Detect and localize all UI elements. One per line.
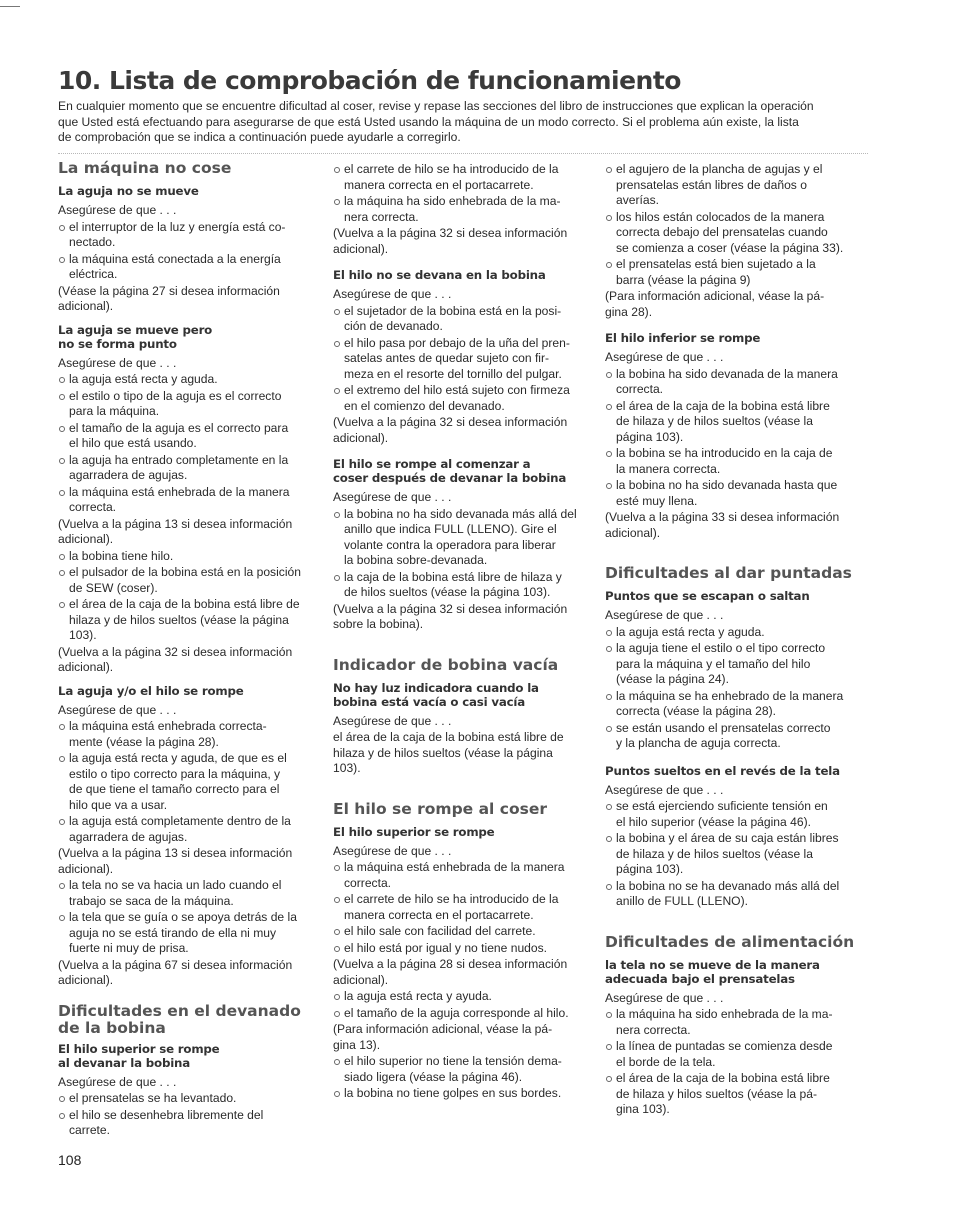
list-item: el tamaño de la aguja es el correcto para el hilo que está usando. (58, 421, 318, 452)
subsection-title: El hilo se rompe al comenzar a coser después de devanar la bobina (333, 457, 567, 485)
list-item: la aguja tiene el estilo o el tipo correcto para la máquina y el tamaño del hilo (véase la página 24). (605, 641, 863, 688)
note: (Vuelva a la página 32 si desea información adicional). (58, 644, 293, 674)
note: (Vuelva a la página 13 si desea información adicional). (58, 516, 293, 546)
note: (Para información adicional, véase la pá- gina 28). (605, 289, 825, 319)
note: (Vuelva a la página 33 si desea información adicional). (605, 510, 840, 540)
list-item: el área de la caja de la bobina está libre de hilaza y de hilos sueltos (véase la página 103). (333, 730, 564, 775)
note: (Vuelva a la página 32 si desea información adicional). (333, 415, 568, 445)
list-item: la aguja está recta y ayuda. (333, 989, 591, 1005)
list-item: la bobina se ha introducido en la caja de la manera correcta. (605, 446, 863, 477)
column-3 (605, 160, 863, 1118)
list-item: la bobina no ha sido devanada hasta que esté muy llena. (605, 478, 863, 509)
list-item: la máquina se ha enhebrado de la manera correcta (véase la página 28). (605, 689, 863, 720)
list-item: el hilo superior no tiene la tensión dema- siado ligera (véase la página 46). (333, 1054, 591, 1085)
list-item: la línea de puntadas se comienza desde el borde de la tela. (605, 1039, 863, 1070)
list-item: se están usando el prensatelas correcto y la plancha de aguja correcta. (605, 721, 863, 752)
list-item: el área de la caja de la bobina está libre de hilaza y hilos sueltos (véase la pá- gina 103). (605, 1071, 863, 1118)
subsection-title: El hilo superior se rompe al devanar la bobina (58, 1041, 220, 1070)
list-item: el prensatelas está bien sujetado a la barra (véase la página 9) (605, 257, 863, 288)
page-title: 10. Lista de comprobación de funcionamiento (58, 66, 681, 95)
note: (Véase la página 27 si desea información adicional). (58, 283, 280, 313)
section-title: Dificultades en el devanado de la bobina (58, 1001, 301, 1037)
note: (Vuelva a la página 67 si desea información adicional). (58, 957, 293, 987)
list-item: el hilo sale con facilidad del carrete. (333, 924, 591, 940)
subsection-title: El hilo superior se rompe (333, 824, 495, 839)
intro-paragraph: En cualquier momento que se encuentre dificultad al coser, revise y repase las secciones del libro de instrucciones que explican la operación que Usted está efectuando para asegurarse de que está Usted usando la máquina de un modo correcto. Si el problema aún existe, la lista de comprobación que se indica a continuación puede ayudarle a corregirlo. (58, 99, 814, 145)
section-title: Indicador de bobina vacía (333, 655, 559, 674)
list-item: el extremo del hilo está sujeto con firmeza en el comienzo del devanado. (333, 383, 591, 414)
corner-mark (0, 6, 20, 7)
column-1 (58, 160, 318, 1139)
subsection-title: La aguja no se mueve (58, 184, 199, 198)
list-item: la aguja ha entrado completamente en la agarradera de agujas. (58, 453, 318, 484)
note: (Vuelva a la página 28 si desea información adicional). (333, 957, 568, 987)
list-item: la aguja está completamente dentro de la agarradera de agujas. (58, 814, 318, 845)
note: (Vuelva a la página 13 si desea información adicional). (58, 846, 293, 876)
note: (Vuelva a la página 32 si desea información sobre la bobina). (333, 601, 568, 631)
list-item: la bobina tiene hilo. (58, 549, 318, 565)
list-item: el sujetador de la bobina está en la posi- ción de devanado. (333, 304, 591, 335)
list-item: la bobina ha sido devanada de la manera correcta. (605, 367, 863, 398)
page-number: 108 (58, 1152, 82, 1168)
note: (Para información adicional, véase la pá- gina 13). (333, 1022, 553, 1052)
list-item: el hilo pasa por debajo de la uña del pren- satelas antes de quedar sujeto con fir- meza en el resorte del tornillo del pulgar. (333, 336, 591, 383)
list-item: el hilo se desenhebra libremente del carrete. (58, 1108, 318, 1139)
intro-line: Asegúrese de que . . . (605, 782, 724, 797)
list-item: la tela que se guía o se apoya detrás de la aguja no se está tirando de ella ni muy fuerte ni muy de prisa. (58, 910, 318, 957)
list-item: el carrete de hilo se ha introducido de la manera correcta en el portacarrete. (333, 892, 591, 923)
intro-line: Asegúrese de que . . . (605, 990, 724, 1005)
list-item: la bobina no ha sido devanada más allá del anillo que indica FULL (LLENO). Gire el volante contra la operadora para liberar la bobina sobre-devanada. (333, 507, 591, 569)
intro-line: Asegúrese de que . . . (58, 702, 177, 717)
section-title: La máquina no cose (58, 159, 232, 177)
list-item: la bobina no se ha devanado más allá del anillo de FULL (LLENO). (605, 879, 863, 910)
subsection-title: La aguja se mueve pero no se forma punto (58, 322, 213, 351)
subsection-title: la tela no se mueve de la manera adecuada bajo el prensatelas (605, 957, 820, 986)
list-item: la bobina no tiene golpes en sus bordes. (333, 1086, 591, 1102)
intro-line: Asegúrese de que . . . (58, 355, 177, 370)
list-item: el área de la caja de la bobina está libre de hilaza y de hilos sueltos (véase la página 103). (605, 399, 863, 446)
intro-line: Asegúrese de que . . . (58, 203, 177, 217)
list-item: la máquina está enhebrada de la manera correcta. (333, 860, 591, 891)
list-item: se está ejerciendo suficiente tensión en el hilo superior (véase la página 46). (605, 799, 863, 830)
intro-line: Asegúrese de que . . . (605, 608, 724, 622)
list-item: el tamaño de la aguja corresponde al hilo. (333, 1006, 591, 1022)
list-item: la aguja está recta y aguda, de que es el estilo o tipo correcto para la máquina, y de que tiene el tamaño correcto para el hilo que va a usar. (58, 751, 318, 813)
subsection-title: El hilo inferior se rompe (605, 331, 761, 345)
note: (Vuelva a la página 32 si desea información adicional). (333, 226, 568, 256)
subsection-title: Puntos que se escapan o saltan (605, 589, 810, 603)
section-title: El hilo se rompe al coser (333, 799, 547, 818)
intro-line: Asegúrese de que . . . (333, 843, 452, 858)
list-item: los hilos están colocados de la manera correcta debajo del prensatelas cuando se comienza a coser (véase la página 33). (605, 210, 863, 257)
list-item: la máquina ha sido enhebrada de la ma- nera correcta. (605, 1007, 863, 1038)
list-item: la aguja está recta y aguda. (58, 372, 318, 388)
intro-line: Asegúrese de que . . . (58, 1074, 177, 1089)
list-item: el pulsador de la bobina está en la posición de SEW (coser). (58, 565, 318, 596)
list-item: la tela no se va hacia un lado cuando el trabajo se saca de la máquina. (58, 878, 318, 909)
list-item: el estilo o tipo de la aguja es el correcto para la máquina. (58, 389, 318, 420)
list-item: el hilo está por igual y no tiene nudos. (333, 941, 591, 957)
list-item: la bobina y el área de su caja están libres de hilaza y de hilos sueltos (véase la página 103). (605, 831, 863, 878)
list-item: la caja de la bobina está libre de hilaza y de hilos sueltos (véase la página 103). (333, 570, 591, 601)
intro-line: Asegúrese de que . . . (333, 490, 452, 504)
column-2 (333, 160, 591, 1102)
subsection-title: Puntos sueltos en el revés de la tela (605, 763, 840, 778)
list-item: el interruptor de la luz y energía está co- nectado. (58, 220, 318, 251)
section-la-maquina-no-cose (58, 160, 318, 177)
intro-line: Asegúrese de que . . . (333, 713, 452, 728)
list-item: la aguja está recta y aguda. (605, 625, 863, 641)
subsection-title: La aguja y/o el hilo se rompe (58, 683, 244, 698)
list-item: la máquina ha sido enhebrada de la ma- nera correcta. (333, 194, 591, 225)
list-item: el agujero de la plancha de agujas y el prensatelas están libres de daños o averías. (605, 162, 863, 209)
header-divider (58, 153, 868, 154)
list-item: la máquina está enhebrada correcta- mente (véase la página 28). (58, 719, 318, 750)
list-item: la máquina está conectada a la energía eléctrica. (58, 252, 318, 283)
list-item: el carrete de hilo se ha introducido de la manera correcta en el portacarrete. (333, 162, 591, 193)
intro-line: Asegúrese de que . . . (605, 350, 724, 364)
subsection-title: El hilo no se devana en la bobina (333, 268, 546, 282)
list-item: el prensatelas se ha levantado. (58, 1091, 318, 1107)
list-item: la máquina está enhebrada de la manera correcta. (58, 485, 318, 516)
subsection-title: No hay luz indicadora cuando la bobina está vacía o casi vacía (333, 680, 539, 709)
section-title: Dificultades al dar puntadas (605, 564, 852, 582)
section-title: Dificultades de alimentación (605, 932, 855, 951)
list-item: el área de la caja de la bobina está libre de hilaza y de hilos sueltos (véase la página 103). (58, 597, 318, 644)
intro-line: Asegúrese de que . . . (333, 287, 452, 301)
